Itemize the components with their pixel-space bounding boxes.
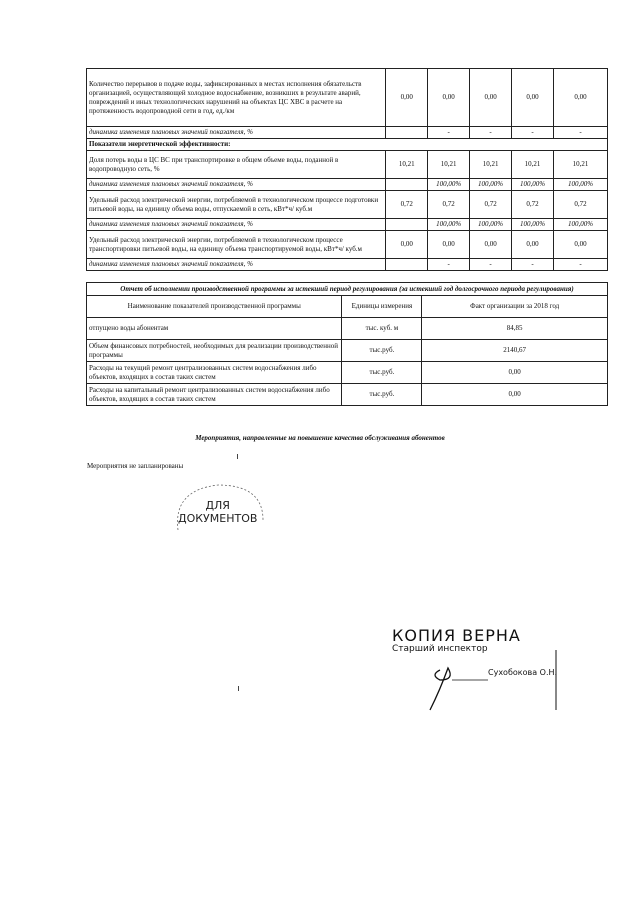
row-label: Удельный расход электрической энергии, потребляемой в технологическом процессе транспортировки питьевой воды, на единицу объема транспортируемой воды, кВт*ч/ куб.м bbox=[87, 231, 386, 259]
row-value: - bbox=[428, 259, 470, 271]
row-value: 10,21 bbox=[386, 151, 428, 179]
row-label: динамика изменения плановых значений показателя, % bbox=[87, 179, 386, 191]
row-value: 10,21 bbox=[512, 151, 554, 179]
report-row bbox=[87, 384, 608, 406]
indicator-row bbox=[87, 151, 608, 179]
header-unit: Единицы измерения bbox=[342, 296, 422, 318]
indicator-row bbox=[87, 231, 608, 259]
row-value: 0,00 bbox=[512, 231, 554, 259]
row-value: 0,00 bbox=[554, 69, 608, 127]
row-value: 100,00% bbox=[470, 179, 512, 191]
stamp-line2: ДОКУМЕНТОВ bbox=[178, 512, 258, 525]
report-caption: Отчет об исполнении производственной программы за истекший период регулирования (за истекший год долгосрочного периода регулирования) bbox=[87, 283, 608, 296]
row-value: - bbox=[554, 259, 608, 271]
indicator-row bbox=[87, 191, 608, 219]
row-value: 100,00% bbox=[512, 219, 554, 231]
report-row bbox=[87, 340, 608, 362]
row-value: 0,00 bbox=[554, 231, 608, 259]
row-value bbox=[386, 127, 428, 139]
row-value: 10,21 bbox=[470, 151, 512, 179]
row-value: 100,00% bbox=[512, 179, 554, 191]
row-value: - bbox=[512, 127, 554, 139]
row-value: 0,72 bbox=[554, 191, 608, 219]
copy-position: Старший инспектор bbox=[392, 644, 488, 654]
row-value: 100,00% bbox=[428, 179, 470, 191]
row-value bbox=[386, 179, 428, 191]
copy-title: КОПИЯ ВЕРНА bbox=[392, 626, 521, 645]
indicator-row bbox=[87, 69, 608, 127]
inspector-name: Сухобокова О.Н. bbox=[488, 668, 558, 677]
row-value: - bbox=[512, 259, 554, 271]
report-unit: тыс.руб. bbox=[342, 362, 422, 384]
report-value: 0,00 bbox=[422, 362, 608, 384]
row-value: 10,21 bbox=[428, 151, 470, 179]
stamp bbox=[178, 499, 257, 525]
row-value bbox=[386, 259, 428, 271]
row-value: 10,21 bbox=[554, 151, 608, 179]
row-value: 0,00 bbox=[470, 69, 512, 127]
row-value: - bbox=[470, 127, 512, 139]
row-label: Показатели энергетической эффективности: bbox=[87, 139, 608, 151]
report-value: 0,00 bbox=[422, 384, 608, 406]
row-value: 0,72 bbox=[386, 191, 428, 219]
row-value: 0,00 bbox=[428, 231, 470, 259]
row-label: Удельный расход электрической энергии, потребляемой в технологическом процессе подготовки питьевой воды, на единицу объема воды, отпускаемой в сеть, кВт*ч/ куб.м bbox=[87, 191, 386, 219]
row-value: 0,00 bbox=[512, 69, 554, 127]
row-value: 100,00% bbox=[554, 179, 608, 191]
header-indicator-name: Наименование показателей производственной программы bbox=[87, 296, 342, 318]
row-label: Количество перерывов в подаче воды, зафиксированных в местах исполнения обязательств организацией, осуществляющей холодное водоснабжение, возникших в результате аварий, повреждений и иных технологических нарушений на объектах ЦС ХВС в расчете на протяженность водопроводной сети в год, ед./км bbox=[87, 69, 386, 127]
report-name: Расходы на текущий ремонт централизованных систем водоснабжения либо объектов, входящих в состав таких систем bbox=[87, 362, 342, 384]
header-fact: Факт организации за 2018 год bbox=[422, 296, 608, 318]
dynamics-row bbox=[87, 127, 608, 139]
report-value: 84,85 bbox=[422, 318, 608, 340]
row-label: динамика изменения плановых значений показателя, % bbox=[87, 259, 386, 271]
report-name: Расходы на капитальный ремонт централизованных систем водоснабжения либо объектов, входящих в состав таких систем bbox=[87, 384, 342, 406]
dynamics-row bbox=[87, 179, 608, 191]
production-program-report-table bbox=[86, 282, 608, 406]
measures-text: Мероприятия не запланированы bbox=[87, 462, 184, 470]
row-value: 0,00 bbox=[386, 69, 428, 127]
row-value: 0,00 bbox=[386, 231, 428, 259]
row-value: 0,72 bbox=[470, 191, 512, 219]
row-value: 0,00 bbox=[470, 231, 512, 259]
scan-mark bbox=[237, 454, 238, 459]
row-label: динамика изменения плановых значений показателя, % bbox=[87, 127, 386, 139]
row-value: - bbox=[470, 259, 512, 271]
row-label: динамика изменения плановых значений показателя, % bbox=[87, 219, 386, 231]
report-unit: тыс.руб. bbox=[342, 340, 422, 362]
row-value: 100,00% bbox=[470, 219, 512, 231]
section-header-row bbox=[87, 139, 608, 151]
scan-mark bbox=[238, 686, 239, 691]
report-unit: тыс.руб. bbox=[342, 384, 422, 406]
row-value: 100,00% bbox=[554, 219, 608, 231]
row-value: - bbox=[428, 127, 470, 139]
measures-title: Мероприятия, направленные на повышение качества обслуживания абонентов bbox=[195, 434, 445, 442]
row-value: - bbox=[554, 127, 608, 139]
report-value: 2140,67 bbox=[422, 340, 608, 362]
row-value: 0,00 bbox=[428, 69, 470, 127]
report-name: отпущено воды абонентам bbox=[87, 318, 342, 340]
report-name: Объем финансовых потребностей, необходимых для реализации производственной программы bbox=[87, 340, 342, 362]
indicators-table bbox=[86, 68, 608, 271]
row-value: 0,72 bbox=[512, 191, 554, 219]
signature bbox=[400, 650, 560, 720]
dynamics-row bbox=[87, 219, 608, 231]
stamp-line1: ДЛЯ bbox=[205, 499, 230, 512]
row-value bbox=[386, 219, 428, 231]
report-row bbox=[87, 318, 608, 340]
dynamics-row bbox=[87, 259, 608, 271]
row-label: Доля потерь воды в ЦС ВС при транспортировке в общем объеме воды, поданной в водопроводную сеть, % bbox=[87, 151, 386, 179]
report-row bbox=[87, 362, 608, 384]
report-unit: тыс. куб. м bbox=[342, 318, 422, 340]
row-value: 100,00% bbox=[428, 219, 470, 231]
row-value: 0,72 bbox=[428, 191, 470, 219]
